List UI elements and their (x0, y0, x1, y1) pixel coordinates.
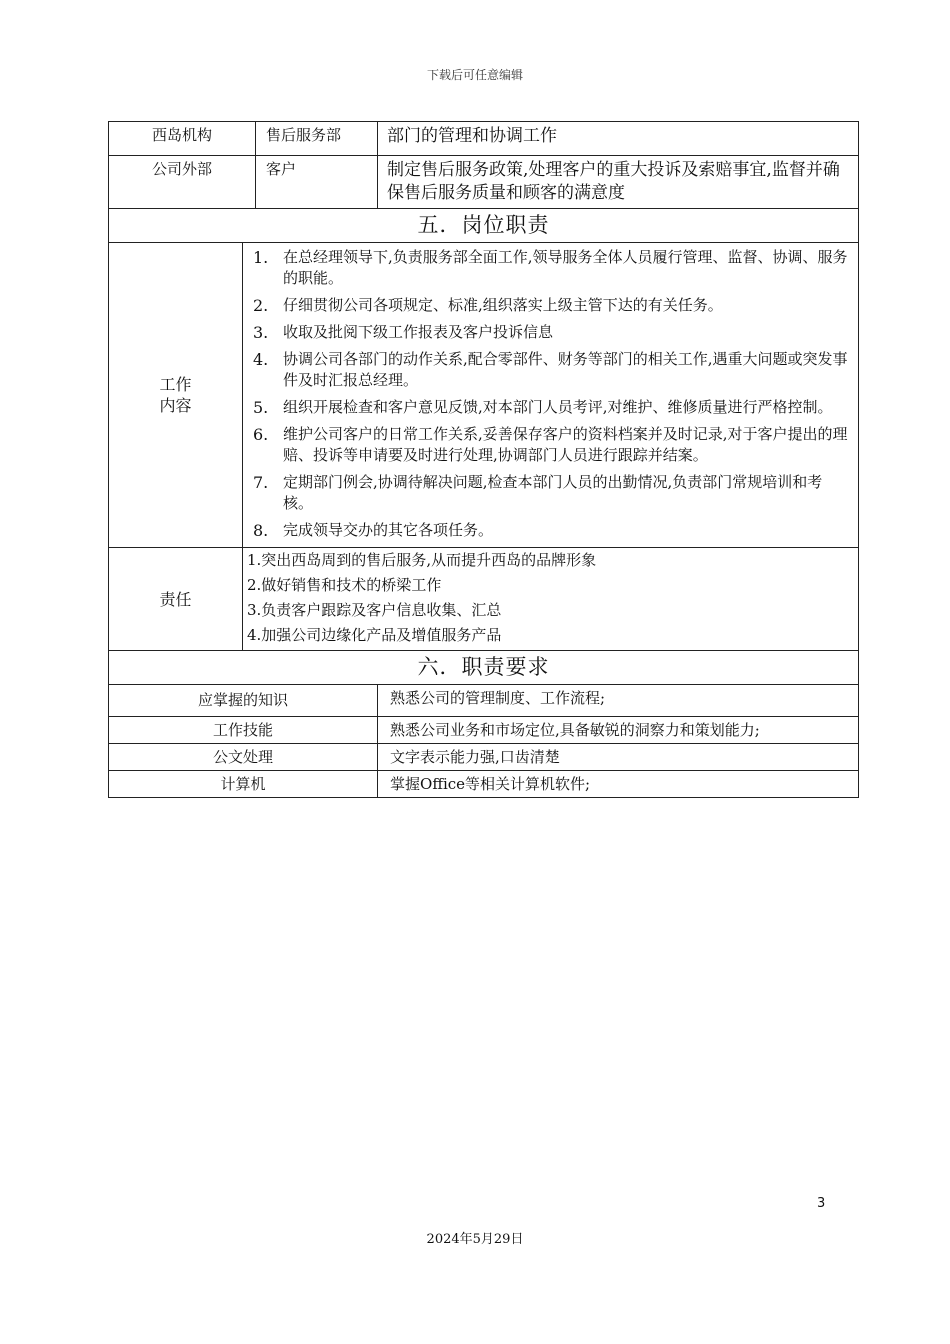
list-item (253, 520, 850, 541)
responsibility-label: 责任 (109, 548, 243, 651)
requirement-value: 熟悉公司的管理制度、工作流程; (378, 685, 859, 717)
work-content-list (243, 243, 858, 547)
responsibility-row (109, 548, 859, 651)
list-item (253, 295, 850, 316)
page-number: 3 (817, 1196, 826, 1211)
org-name: 公司外部 (109, 156, 256, 209)
list-item (253, 472, 850, 514)
item-text: 定期部门例会,协调待解决问题,检查本部门人员的出勤情况,负责部门常规培训和考核。 (283, 473, 823, 512)
list-item (253, 424, 850, 466)
requirement-row (109, 717, 859, 744)
org-dept: 售后服务部 (256, 122, 378, 156)
item-number: 8. (253, 521, 269, 540)
item-number: 1. (253, 248, 269, 267)
work-content-row (109, 243, 859, 548)
list-item (253, 349, 850, 391)
item-text: 收取及批阅下级工作报表及客户投诉信息 (283, 323, 554, 341)
list-item: 3.负责客户跟踪及客户信息收集、汇总 (247, 601, 502, 619)
org-row (109, 122, 859, 156)
list-item: 1.突出西岛周到的售后服务,从而提升西岛的品牌形象 (247, 551, 597, 569)
header-note: 下载后可任意编辑 (426, 68, 523, 82)
job-description-table (108, 121, 859, 798)
org-duty: 制定售后服务政策,处理客户的重大投诉及索赔事宜,监督并确保售后服务质量和顾客的满意度 (378, 156, 859, 209)
requirement-label: 应掌握的知识 (109, 685, 378, 717)
requirement-value: 掌握Office等相关计算机软件; (378, 771, 859, 798)
item-number: 7. (253, 473, 269, 492)
section-title-requirements: 六．职责要求 (109, 651, 859, 685)
org-duty: 部门的管理和协调工作 (378, 122, 859, 156)
section-title-duties: 五．岗位职责 (109, 209, 859, 243)
org-name: 西岛机构 (109, 122, 256, 156)
item-text: 在总经理领导下,负责服务部全面工作,领导服务全体人员履行管理、监督、协调、服务的职能。 (283, 248, 848, 287)
list-item (253, 322, 850, 343)
item-number: 5. (253, 398, 269, 417)
item-text: 协调公司各部门的动作关系,配合零部件、财务等部门的相关工作,遇重大问题或突发事件及时汇报总经理。 (283, 350, 848, 389)
org-dept: 客户 (256, 156, 378, 209)
work-content-label-text: 工作内容 (159, 375, 192, 415)
item-number: 4. (253, 350, 269, 369)
requirement-value: 文字表示能力强,口齿清楚 (378, 744, 859, 771)
list-item (253, 397, 850, 418)
requirement-value: 熟悉公司业务和市场定位,具备敏锐的洞察力和策划能力; (378, 717, 859, 744)
list-item: 4.加强公司边缘化产品及增值服务产品 (247, 626, 502, 644)
requirement-row (109, 744, 859, 771)
org-row (109, 156, 859, 209)
list-item: 2.做好销售和技术的桥梁工作 (247, 576, 442, 594)
responsibility-list (243, 548, 858, 650)
requirement-label: 公文处理 (109, 744, 378, 771)
document-date: 2024年5月29日 (426, 1232, 524, 1247)
requirement-label: 工作技能 (109, 717, 378, 744)
requirement-label: 计算机 (109, 771, 378, 798)
requirement-row (109, 685, 859, 717)
item-text: 维护公司客户的日常工作关系,妥善保存客户的资料档案并及时记录,对于客户提出的理赔、投诉等申请要及时进行处理,协调部门人员进行跟踪并结案。 (283, 425, 848, 464)
item-text: 组织开展检查和客户意见反馈,对本部门人员考评,对维护、维修质量进行严格控制。 (283, 398, 833, 416)
item-text: 完成领导交办的其它各项任务。 (283, 521, 494, 539)
item-number: 2. (253, 296, 269, 315)
item-text: 仔细贯彻公司各项规定、标准,组织落实上级主管下达的有关任务。 (283, 296, 723, 314)
work-content-label (109, 243, 243, 548)
requirement-row (109, 771, 859, 798)
item-number: 3. (253, 323, 269, 342)
list-item (253, 247, 850, 289)
item-number: 6. (253, 425, 269, 444)
